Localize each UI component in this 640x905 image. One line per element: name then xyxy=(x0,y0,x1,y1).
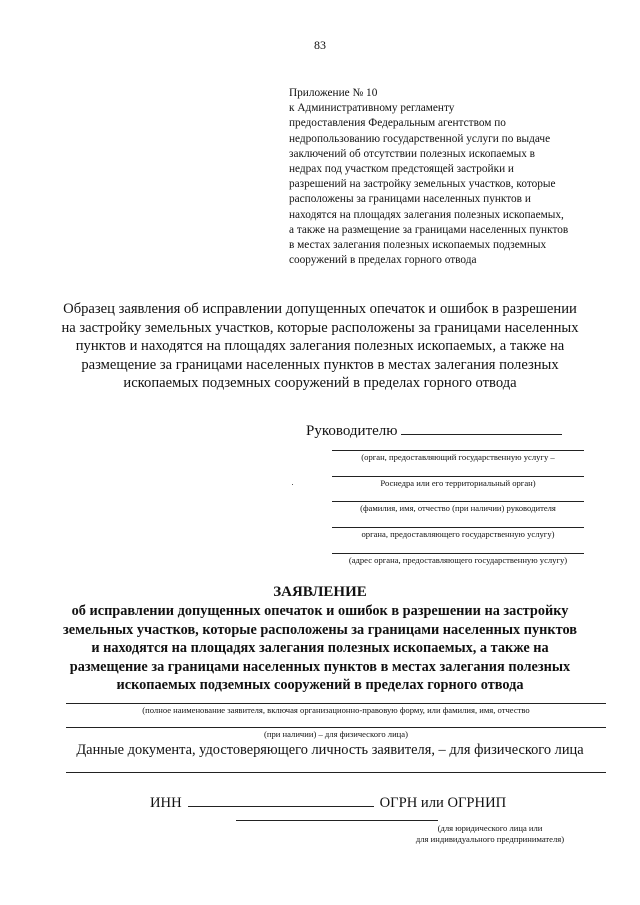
application-subtitle-line: и находятся на площадях залегания полезных ископаемых, а также на xyxy=(91,640,549,657)
sample-title-line: размещение за границами населенных пунктов в местах залегания полезных xyxy=(81,356,559,373)
application-subtitle xyxy=(30,602,610,695)
sample-title-line: ископаемых подземных сооружений в пределах горного отвода xyxy=(123,375,517,392)
sample-title-line: на застройку земельных участков, которые расположены за границами населенных xyxy=(61,319,579,336)
ogrn-field[interactable] xyxy=(236,820,438,821)
caption-legal-line: (для юридического лица или xyxy=(437,823,543,833)
inn-ogrn-row xyxy=(150,792,506,812)
application-subtitle-line: ископаемых подземных сооружений в пределах горного отвода xyxy=(116,677,524,694)
caption-org: (орган, предоставляющий государственную услугу – xyxy=(361,452,555,462)
appendix-line: Приложение № 10 xyxy=(289,87,378,99)
caption-legal-line: для индивидуального предпринимателя) xyxy=(415,834,565,844)
inn-field[interactable] xyxy=(188,792,374,807)
addressee-head-field-2[interactable] xyxy=(332,527,584,528)
caption-org-2: Роснедра или его территориальный орган) xyxy=(380,478,536,488)
caption-legal xyxy=(380,823,600,845)
appendix-line: сооружений в пределах горного отвода xyxy=(289,254,477,267)
appendix-line: недропользованию государственной услуги по выдаче xyxy=(289,132,551,145)
application-subtitle-line: земельных участков, которые расположены за границами населенных пунктов xyxy=(63,621,577,638)
application-subtitle-line: размещение за границами населенных пунктов в местах залегания полезных xyxy=(69,658,571,675)
caption-applicant-physical: (при наличии) – для физического лица) xyxy=(264,729,408,739)
appendix-line: к Административному регламенту xyxy=(289,102,455,115)
appendix-line: находятся на площадях залегания полезных ископаемых, xyxy=(289,208,564,221)
page-number: 83 xyxy=(314,38,326,52)
addressee-org-field-2[interactable] xyxy=(332,476,584,477)
caption-applicant-name: (полное наименование заявителя, включая организационно-правовую форму, или фамилия, имя, отчество xyxy=(142,705,530,715)
appendix-line: в местах залегания полезных ископаемых подземных xyxy=(289,239,547,252)
addressee-address-field[interactable] xyxy=(332,553,584,554)
scan-dot xyxy=(292,484,293,485)
sample-title-line: пунктов и находятся на площадях залегания полезных ископаемых, а также на xyxy=(75,338,565,355)
appendix-line: а также на размещение за границами населенных пунктов xyxy=(289,223,569,236)
applicant-name-field-2[interactable] xyxy=(66,727,606,728)
identity-document-field[interactable] xyxy=(66,772,606,773)
inn-label: ИНН xyxy=(150,795,182,811)
ogrn-label: ОГРН или ОГРНИП xyxy=(379,795,507,811)
appendix-line: заключений об отсутствии полезных ископаемых в xyxy=(289,147,535,160)
applicant-name-field[interactable] xyxy=(66,703,606,704)
appendix-block xyxy=(289,86,609,268)
sample-title-line: Образец заявления об исправлении допущенных опечаток и ошибок в разрешении xyxy=(63,301,577,317)
appendix-line: предоставления Федеральным агентством по xyxy=(289,117,506,130)
sample-title xyxy=(40,300,600,393)
caption-head-2: органа, предоставляющего государственную услугу) xyxy=(361,529,555,539)
caption-head: (фамилия, имя, отчество (при наличии) руководителя xyxy=(360,503,556,513)
application-subtitle-line: об исправлении допущенных опечаток и ошибок в разрешении на застройку xyxy=(71,603,569,619)
addressee-row xyxy=(306,420,562,440)
addressee-label: Руководителю xyxy=(306,423,398,439)
addressee-head-field[interactable] xyxy=(332,501,584,502)
identity-document-label: Данные документа, удостоверяющего личность заявителя, – для физического лица xyxy=(76,742,584,758)
caption-address: (адрес органа, предоставляющего государственную услугу) xyxy=(348,555,568,565)
application-heading: ЗАЯВЛЕНИЕ xyxy=(273,584,367,600)
appendix-line: расположены за границами населенных пунктов и xyxy=(289,193,531,206)
addressee-org-field[interactable] xyxy=(332,450,584,451)
appendix-line: недрах под участком предстоящей застройки и xyxy=(289,163,514,176)
addressee-name-field[interactable] xyxy=(401,420,562,435)
appendix-line: разрешений на застройку земельных участков, которые xyxy=(289,178,556,191)
